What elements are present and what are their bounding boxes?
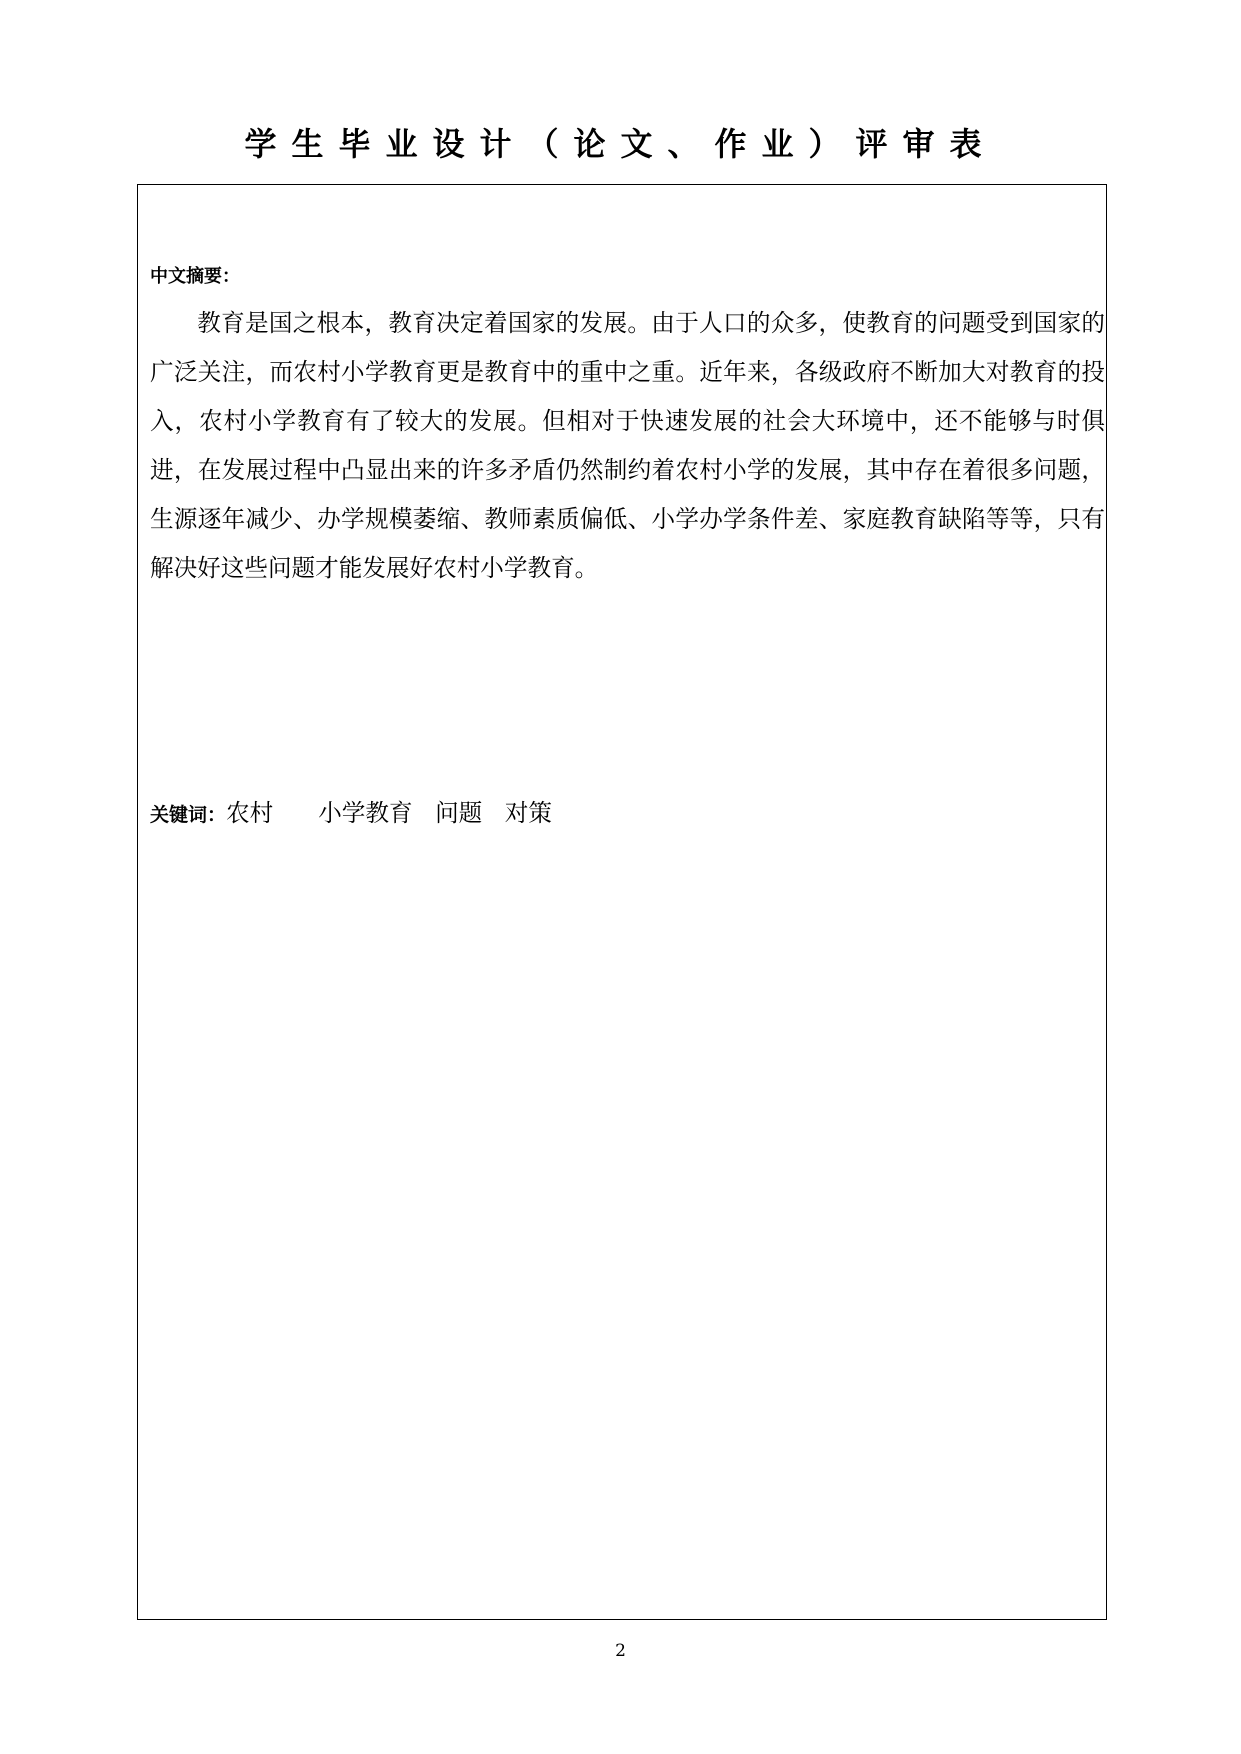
keywords-label: 关键词： [150,804,227,826]
abstract-label: 中文摘要： [150,266,240,287]
keyword-item: 农村 [226,799,274,827]
document-title: 学生毕业设计（论文、作业）评审表 [244,125,997,163]
keywords-line [150,797,552,831]
keyword-item: 小学教育 [318,799,413,827]
review-form-box [137,184,1107,1620]
keyword-item: 问题 [435,799,483,827]
abstract-body: 教育是国之根本，教育决定着国家的发展。由于人口的众多，使教育的问题受到国家的广泛关注，而农村小学教育更是教育中的重中之重。近年来，各级政府不断加大对教育的投入，农村小学教育有了较大的发展。但相对于快速发展的社会大环境中，还不能够与时俱进，在发展过程中凸显出来的许多矛盾仍然制约着农村小学的发展，其中存在着很多问题，生源逐年减少、办学规模萎缩、教师素质偏低、小学办学条件差、家庭教育缺陷等等，只有解决好这些问题才能发展好农村小学教育。 [150,309,1105,582]
keyword-item: 对策 [504,799,552,827]
page-number: 2 [615,1641,626,1661]
